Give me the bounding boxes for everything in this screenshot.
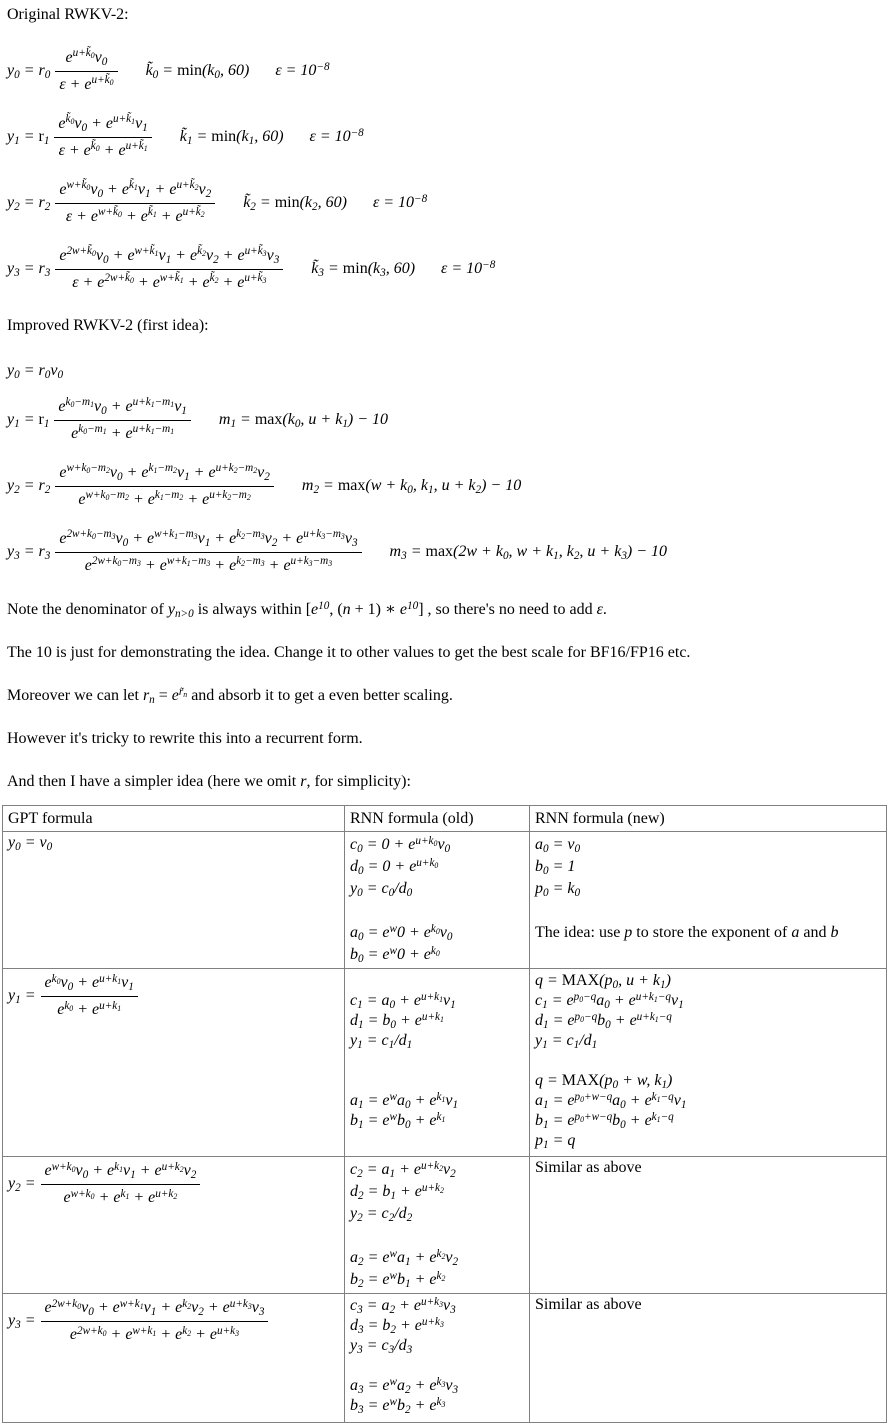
notes — [0, 599, 888, 792]
fraction-numerator: $e^{w+k̃_0}v_0 + e^{k̃_1}v_1 + e^{u+k̃_2}v_2$ — [55, 178, 215, 204]
formula-line: $y_3 = c_3/d_3$ — [350, 1337, 413, 1357]
equation-row — [7, 109, 888, 165]
formula-line: $c_1 = a_0 + e^{u+k_1}v_1$ — [350, 990, 456, 1012]
blank-line — [350, 1225, 529, 1247]
fraction-denominator: $\varepsilon + e^{w+k̃_0} + e^{k̃_1} + e^{u+k̃_2}$ — [65, 206, 205, 225]
formula-line: $a_1 = e^{p_0+w-q}a_0 + e^{k_1-q}v_1$ — [535, 1090, 687, 1112]
table-body — [3, 832, 887, 1423]
blank-line — [535, 1051, 886, 1071]
formula-line: $b_1 = e^wb_0 + e^{k_1}$ — [350, 1110, 446, 1132]
rnn-old-cell — [345, 1157, 530, 1294]
formula-line: $b_2 = e^wb_1 + e^{k_2}$ — [350, 1269, 446, 1291]
fraction — [54, 395, 190, 446]
formula-line: $a_0 = e^w0 + e^{k_0}v_0$ — [350, 922, 453, 944]
fraction — [55, 178, 215, 229]
rnn-new-cell — [530, 832, 887, 969]
table-row — [3, 969, 887, 1157]
original-formula-list — [0, 43, 888, 297]
formula-line: $b_3 = e^wb_2 + e^{k_3}$ — [350, 1395, 446, 1417]
similar-note: Similar as above — [535, 1159, 642, 1176]
rnn-new-cell — [530, 1294, 887, 1423]
formula-line: $c_2 = a_1 + e^{u+k_2}v_2$ — [350, 1159, 456, 1181]
formula-line: $y_0 = c_0/d_0$ — [350, 880, 413, 900]
fraction-denominator: $\varepsilon + e^{u+k̃_0}$ — [59, 74, 114, 93]
fraction-denominator: $e^{w+k_0-m_2} + e^{k_1-m_2} + e^{u+k_2-m_2}$ — [78, 489, 251, 508]
fraction — [41, 1159, 201, 1210]
side-condition: $m_2 = \max(w + k_0$, $k_1$, $u + k_2) - 10$ — [301, 477, 522, 497]
gpt-formula-cell — [3, 1294, 345, 1423]
formula-line: $a_2 = e^wa_1 + e^{k_2}v_2$ — [350, 1247, 459, 1269]
fraction — [55, 461, 274, 512]
formula-line: $p_0 = k_0$ — [535, 880, 581, 900]
table-row — [3, 1157, 887, 1294]
formula-lhs: $y_2 = r_2$ — [7, 194, 51, 214]
formula-lhs: $y_2$ = — [8, 1175, 36, 1195]
formula-lhs: $y_1$ = — [8, 987, 36, 1007]
formula-line: $c_1 = e^{p_0-q}a_0 + e^{u+k_1-q}v_1$ — [535, 990, 684, 1012]
note-paragraph: Moreover we can let $r_n = e^{r̃_n}$ and absorb it to get a even better scaling. — [7, 685, 453, 707]
formula-lhs: $y_1 = r_1$ — [7, 411, 50, 431]
equation-row — [7, 241, 888, 297]
note-paragraph: And then I have a simpler idea (here we omit r, for simplicity): — [7, 773, 411, 790]
note-paragraph: The 10 is just for demonstrating the idea. Change it to other values to get the best scale for BF16/FP16 etc. — [7, 644, 691, 661]
fraction-numerator: $e^{k_0-m_1}v_0 + e^{u+k_1-m_1}v_1$ — [54, 395, 190, 421]
epsilon-condition: $\varepsilon = 10^{-8}$ — [309, 126, 364, 145]
section-heading-improved: Improved RWKV-2 (first idea): — [7, 317, 209, 334]
formula-comparison-table — [2, 805, 887, 1423]
note-paragraph: However it's tricky to rewrite this into a recurrent form. — [7, 730, 363, 747]
side-condition: $k̃_3 = \min(k_3$, 60) — [311, 260, 416, 280]
formula-line: $c_0 = 0 + e^{u+k_0}v_0$ — [350, 834, 451, 856]
fraction-denominator: $e^{2w+k_0} + e^{w+k_1} + e^{k_2} + e^{u+k_3}$ — [69, 1324, 240, 1343]
fraction-numerator: $e^{k_0}v_0 + e^{u+k_1}v_1$ — [41, 971, 138, 997]
formula: $y_0 = r_0v_0$ — [7, 362, 64, 382]
note-paragraph: Note the denominator of $y_{n>0}$ is always within [$e^{10}$, (n + 1) ∗ $e^{10}$] , so there's no need to add ε. — [7, 599, 607, 621]
fraction-denominator: $e^{w+k_0} + e^{k_1} + e^{u+k_2}$ — [63, 1187, 178, 1206]
table-row — [3, 832, 887, 969]
side-condition: $k̃_2 = \min(k_2$, 60) — [243, 194, 347, 214]
formula-lhs: $y_2 = r_2$ — [7, 477, 51, 497]
formula-lhs: $y_3 = r_3$ — [7, 543, 51, 563]
equation-row — [7, 175, 888, 231]
epsilon-condition: $\varepsilon = 10^{-8}$ — [441, 258, 496, 277]
gpt-formula-cell — [3, 1157, 345, 1294]
fraction-denominator: $\varepsilon + e^{2w+k̃_0} + e^{w+k̃_1} + e^{k̃_2} + e^{u+k̃_3}$ — [72, 272, 267, 291]
formula-line: $d_2 = b_1 + e^{u+k_2}$ — [350, 1181, 444, 1203]
fraction — [54, 112, 151, 163]
formula-line: $b_0 = 1$ — [535, 858, 576, 878]
formula-line: $c_3 = a_2 + e^{u+k_3}v_3$ — [350, 1295, 456, 1317]
fraction — [55, 527, 361, 578]
blank-line — [350, 1051, 529, 1071]
formula-line: $d_0 = 0 + e^{u+k_0}$ — [350, 856, 439, 878]
equation-row — [7, 392, 888, 448]
formula-lhs: $y_0 = r_0$ — [7, 62, 51, 82]
rnn-new-cell — [530, 969, 887, 1157]
blank-line — [350, 1356, 529, 1376]
section-heading-original: Original RWKV-2: — [7, 6, 129, 23]
side-condition: $m_1 = \max(k_0$, $u + k_1) - 10$ — [218, 411, 389, 431]
fraction-numerator: $e^{2w+k̃_0}v_0 + e^{w+k̃_1}v_1 + e^{k̃_2}v_2 + e^{u+k̃_3}v_3$ — [55, 244, 283, 270]
rnn-new-cell — [530, 1157, 887, 1294]
formula-line: $d_1 = b_0 + e^{u+k_1}$ — [350, 1010, 444, 1032]
formula: $y_0 = v_0$ — [8, 834, 53, 854]
fraction — [55, 244, 283, 295]
gpt-formula-cell — [3, 832, 345, 969]
formula-line: $a_0 = v_0$ — [535, 836, 581, 856]
table-row — [3, 1294, 887, 1423]
fraction-numerator: $e^{w+k_0}v_0 + e^{k_1}v_1 + e^{u+k_2}v_2$ — [41, 1159, 201, 1185]
epsilon-condition: $\varepsilon = 10^{-8}$ — [275, 60, 330, 79]
fraction-denominator: $e^{k_0-m_1} + e^{u+k_1-m_1}$ — [71, 423, 175, 442]
fraction-numerator: $e^{k̃_0}v_0 + e^{u+k̃_1}v_1$ — [54, 112, 151, 138]
fraction — [41, 971, 138, 1022]
improved-formula-list — [0, 360, 888, 580]
formula-line: $q = MAX(p_0$, $u + k_1$) — [535, 972, 671, 992]
formula-line: $y_1 = c_1/d_1$ — [350, 1032, 413, 1052]
rnn-old-cell — [345, 1294, 530, 1423]
formula-line: $b_0 = e^w0 + e^{k_0}$ — [350, 944, 440, 966]
formula-line: $y_2 = c_2/d_2$ — [350, 1205, 413, 1225]
table-header-row — [3, 806, 887, 832]
equation-row — [7, 43, 888, 99]
rnn-old-cell — [345, 969, 530, 1157]
fraction-numerator: $e^{w+k_0-m_2}v_0 + e^{k_1-m_2}v_1 + e^{u+k_2-m_2}v_2$ — [55, 461, 274, 487]
formula-line: $q = MAX(p_0 + w$, $k_1$) — [535, 1072, 673, 1092]
side-condition: $k̃_0 = \min(k_0$, 60) — [145, 62, 250, 82]
gpt-formula-cell — [3, 969, 345, 1157]
formula-line: $d_3 = b_2 + e^{u+k_3}$ — [350, 1315, 444, 1337]
formula-line: $y_1 = c_1/d_1$ — [535, 1032, 598, 1052]
blank-line — [350, 1071, 529, 1091]
fraction-denominator: $\varepsilon + e^{k̃_0} + e^{u+k̃_1}$ — [58, 140, 148, 159]
formula-lhs: $y_3 = r_3$ — [7, 260, 51, 280]
equation-row — [7, 524, 888, 580]
equation-row — [7, 360, 888, 382]
blank-line — [350, 971, 529, 991]
fraction-numerator: $e^{u+k̃_0}v_0$ — [55, 46, 117, 72]
similar-note: Similar as above — [535, 1296, 642, 1313]
formula-line: $b_1 = e^{p_0+w-q}b_0 + e^{k_1-q}$ — [535, 1110, 674, 1132]
formula-line: $a_1 = e^wa_0 + e^{k_1}v_1$ — [350, 1090, 459, 1112]
fraction — [55, 46, 117, 97]
formula-line: The idea: use p to store the exponent of a and b — [535, 924, 839, 941]
rnn-old-cell — [345, 832, 530, 969]
table-header-rnn-formula-new: RNN formula (new) — [530, 806, 887, 832]
formula-line: $p_1 = q$ — [535, 1132, 576, 1152]
table-header-rnn-formula-old: RNN formula (old) — [345, 806, 530, 832]
epsilon-condition: $\varepsilon = 10^{-8}$ — [372, 192, 428, 211]
fraction — [41, 1296, 269, 1347]
formula-line: $a_3 = e^wa_2 + e^{k_3}v_3$ — [350, 1375, 459, 1397]
fraction-numerator: $e^{2w+k_0-m_3}v_0 + e^{w+k_1-m_3}v_1 + e^{k_2-m_3}v_2 + e^{u+k_3-m_3}v_3$ — [55, 527, 361, 553]
blank-line — [350, 900, 529, 922]
formula-lhs: $y_1 = r_1$ — [7, 128, 50, 148]
blank-line — [535, 900, 886, 922]
equation-row — [7, 458, 888, 514]
table-header-gpt-formula: GPT formula — [3, 806, 345, 832]
fraction-denominator: $e^{k_0} + e^{u+k_1}$ — [57, 999, 122, 1018]
formula-line: $d_1 = e^{p_0-q}b_0 + e^{u+k_1-q}$ — [535, 1010, 672, 1032]
formula-lhs: $y_3$ = — [8, 1312, 36, 1332]
side-condition: $k̃_1 = \min(k_1$, 60) — [179, 128, 284, 148]
fraction-denominator: $e^{2w+k_0-m_3} + e^{w+k_1-m_3} + e^{k_2-m_3} + e^{u+k_3-m_3}$ — [84, 555, 333, 574]
side-condition: $m_3 = \max(2w + k_0$, $w + k_1$, $k_2$, $u + k_3) - 10$ — [389, 543, 668, 563]
fraction-numerator: $e^{2w+k_0}v_0 + e^{w+k_1}v_1 + e^{k_2}v_2 + e^{u+k_3}v_3$ — [41, 1296, 269, 1322]
